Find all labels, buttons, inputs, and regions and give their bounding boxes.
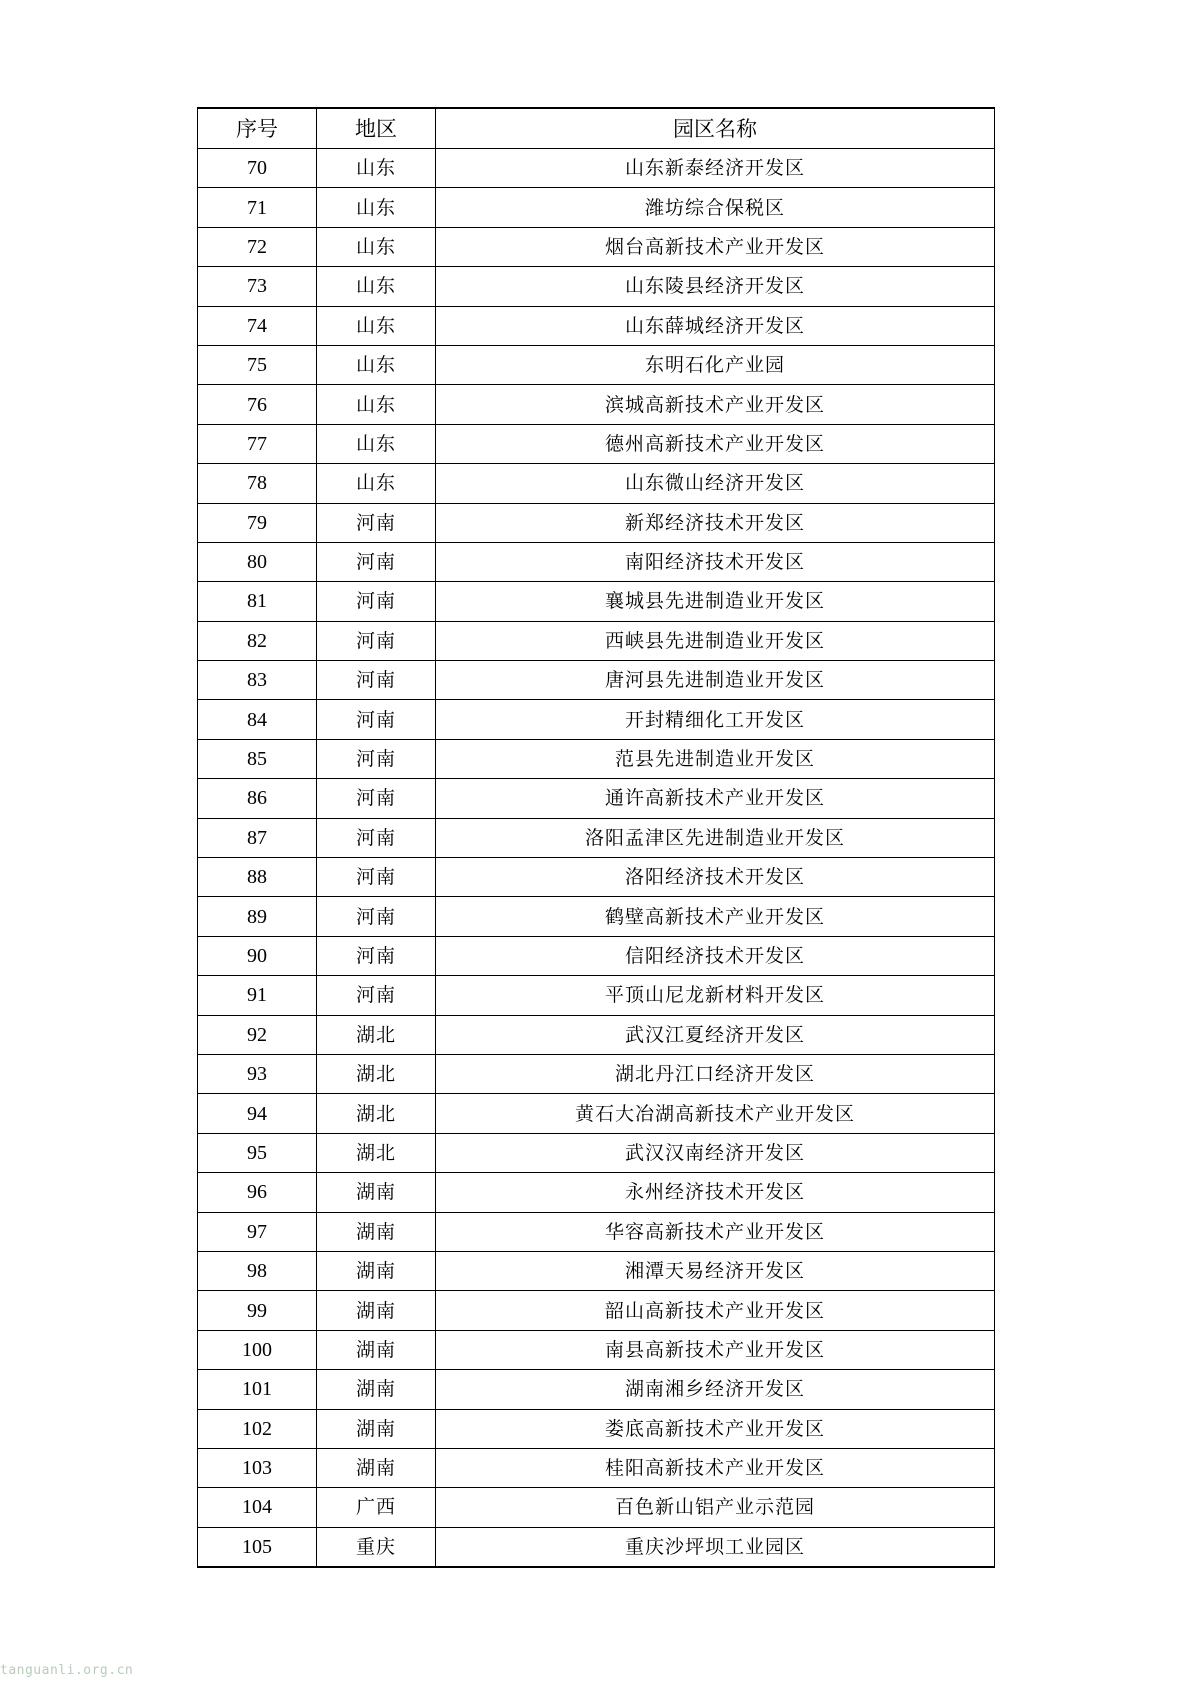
cell-serial-number: 102 [198, 1409, 317, 1448]
cell-region: 湖南 [317, 1251, 436, 1290]
cell-park-name: 鹤壁高新技术产业开发区 [436, 897, 995, 936]
cell-serial-number: 73 [198, 267, 317, 306]
cell-serial-number: 85 [198, 739, 317, 778]
cell-region: 湖北 [317, 1054, 436, 1093]
cell-park-name: 武汉江夏经济开发区 [436, 1015, 995, 1054]
cell-park-name: 娄底高新技术产业开发区 [436, 1409, 995, 1448]
cell-serial-number: 105 [198, 1527, 317, 1567]
cell-region: 湖北 [317, 1133, 436, 1172]
cell-serial-number: 90 [198, 936, 317, 975]
table-row [198, 818, 995, 857]
cell-serial-number: 79 [198, 503, 317, 542]
cell-serial-number: 77 [198, 424, 317, 463]
cell-park-name: 韶山高新技术产业开发区 [436, 1291, 995, 1330]
table-row [198, 700, 995, 739]
header-region: 地区 [317, 108, 436, 149]
table-row [198, 1409, 995, 1448]
table-row [198, 936, 995, 975]
cell-serial-number: 75 [198, 345, 317, 384]
table-row [198, 306, 995, 345]
cell-region: 湖南 [317, 1448, 436, 1487]
cell-region: 河南 [317, 503, 436, 542]
cell-region: 湖北 [317, 1094, 436, 1133]
table-row [198, 1015, 995, 1054]
table-row [198, 1448, 995, 1487]
cell-serial-number: 91 [198, 976, 317, 1015]
header-park-name: 园区名称 [436, 108, 995, 149]
table-row [198, 424, 995, 463]
cell-region: 河南 [317, 976, 436, 1015]
cell-serial-number: 97 [198, 1212, 317, 1251]
cell-park-name: 通许高新技术产业开发区 [436, 779, 995, 818]
cell-park-name: 湘潭天易经济开发区 [436, 1251, 995, 1290]
cell-serial-number: 95 [198, 1133, 317, 1172]
table-row [198, 858, 995, 897]
cell-serial-number: 82 [198, 621, 317, 660]
cell-serial-number: 86 [198, 779, 317, 818]
table-row [198, 621, 995, 660]
cell-park-name: 山东新泰经济开发区 [436, 149, 995, 188]
cell-region: 湖南 [317, 1173, 436, 1212]
cell-serial-number: 99 [198, 1291, 317, 1330]
cell-serial-number: 96 [198, 1173, 317, 1212]
cell-park-name: 滨城高新技术产业开发区 [436, 385, 995, 424]
cell-park-name: 湖南湘乡经济开发区 [436, 1370, 995, 1409]
cell-region: 山东 [317, 227, 436, 266]
table-row [198, 188, 995, 227]
table-row [198, 1133, 995, 1172]
table-row [198, 385, 995, 424]
table-row [198, 779, 995, 818]
cell-serial-number: 89 [198, 897, 317, 936]
cell-region: 山东 [317, 267, 436, 306]
cell-park-name: 洛阳孟津区先进制造业开发区 [436, 818, 995, 857]
cell-park-name: 开封精细化工开发区 [436, 700, 995, 739]
header-serial-number: 序号 [198, 108, 317, 149]
cell-serial-number: 103 [198, 1448, 317, 1487]
table-row [198, 582, 995, 621]
table-row [198, 1212, 995, 1251]
cell-park-name: 山东微山经济开发区 [436, 464, 995, 503]
cell-region: 河南 [317, 542, 436, 581]
industrial-park-table [197, 107, 995, 1568]
table-row [198, 1094, 995, 1133]
cell-park-name: 西峡县先进制造业开发区 [436, 621, 995, 660]
table-row [198, 503, 995, 542]
table-row [198, 1291, 995, 1330]
cell-park-name: 桂阳高新技术产业开发区 [436, 1448, 995, 1487]
cell-region: 湖南 [317, 1409, 436, 1448]
cell-serial-number: 71 [198, 188, 317, 227]
cell-park-name: 襄城县先进制造业开发区 [436, 582, 995, 621]
table-row [198, 1370, 995, 1409]
cell-serial-number: 92 [198, 1015, 317, 1054]
table-row [198, 464, 995, 503]
table-row [198, 1054, 995, 1093]
cell-region: 重庆 [317, 1527, 436, 1567]
cell-serial-number: 81 [198, 582, 317, 621]
cell-park-name: 武汉汉南经济开发区 [436, 1133, 995, 1172]
cell-serial-number: 98 [198, 1251, 317, 1290]
cell-serial-number: 80 [198, 542, 317, 581]
cell-park-name: 百色新山铝产业示范园 [436, 1488, 995, 1527]
table-row [198, 1173, 995, 1212]
table-row [198, 267, 995, 306]
cell-region: 山东 [317, 424, 436, 463]
cell-serial-number: 88 [198, 858, 317, 897]
cell-region: 湖北 [317, 1015, 436, 1054]
table-row [198, 345, 995, 384]
cell-region: 山东 [317, 149, 436, 188]
table-header-row [198, 108, 995, 149]
table-row [198, 1488, 995, 1527]
table-row [198, 227, 995, 266]
cell-park-name: 华容高新技术产业开发区 [436, 1212, 995, 1251]
cell-region: 河南 [317, 661, 436, 700]
cell-serial-number: 87 [198, 818, 317, 857]
cell-park-name: 洛阳经济技术开发区 [436, 858, 995, 897]
cell-serial-number: 76 [198, 385, 317, 424]
cell-region: 河南 [317, 700, 436, 739]
cell-park-name: 烟台高新技术产业开发区 [436, 227, 995, 266]
cell-region: 湖南 [317, 1370, 436, 1409]
cell-region: 河南 [317, 621, 436, 660]
watermark-text: tanguanli.org.cn [0, 1663, 134, 1678]
cell-park-name: 唐河县先进制造业开发区 [436, 661, 995, 700]
cell-park-name: 重庆沙坪坝工业园区 [436, 1527, 995, 1567]
cell-serial-number: 104 [198, 1488, 317, 1527]
cell-region: 广西 [317, 1488, 436, 1527]
cell-serial-number: 78 [198, 464, 317, 503]
table-row [198, 897, 995, 936]
cell-park-name: 新郑经济技术开发区 [436, 503, 995, 542]
cell-park-name: 永州经济技术开发区 [436, 1173, 995, 1212]
table-row [198, 739, 995, 778]
cell-region: 山东 [317, 306, 436, 345]
cell-region: 山东 [317, 345, 436, 384]
table-row [198, 1330, 995, 1369]
cell-park-name: 东明石化产业园 [436, 345, 995, 384]
cell-region: 河南 [317, 936, 436, 975]
cell-region: 河南 [317, 739, 436, 778]
cell-park-name: 潍坊综合保税区 [436, 188, 995, 227]
cell-region: 湖南 [317, 1330, 436, 1369]
cell-region: 山东 [317, 188, 436, 227]
cell-serial-number: 70 [198, 149, 317, 188]
cell-park-name: 平顶山尼龙新材料开发区 [436, 976, 995, 1015]
cell-park-name: 信阳经济技术开发区 [436, 936, 995, 975]
cell-serial-number: 72 [198, 227, 317, 266]
table-row [198, 149, 995, 188]
cell-region: 山东 [317, 464, 436, 503]
cell-serial-number: 84 [198, 700, 317, 739]
cell-serial-number: 74 [198, 306, 317, 345]
cell-serial-number: 101 [198, 1370, 317, 1409]
table-row [198, 1251, 995, 1290]
cell-region: 山东 [317, 385, 436, 424]
cell-region: 湖南 [317, 1291, 436, 1330]
cell-region: 河南 [317, 858, 436, 897]
cell-serial-number: 93 [198, 1054, 317, 1093]
cell-park-name: 德州高新技术产业开发区 [436, 424, 995, 463]
cell-park-name: 山东陵县经济开发区 [436, 267, 995, 306]
cell-park-name: 湖北丹江口经济开发区 [436, 1054, 995, 1093]
cell-serial-number: 94 [198, 1094, 317, 1133]
table-body [198, 149, 995, 1568]
table-row [198, 976, 995, 1015]
cell-park-name: 南阳经济技术开发区 [436, 542, 995, 581]
cell-park-name: 南县高新技术产业开发区 [436, 1330, 995, 1369]
cell-serial-number: 100 [198, 1330, 317, 1369]
cell-park-name: 山东薛城经济开发区 [436, 306, 995, 345]
cell-park-name: 范县先进制造业开发区 [436, 739, 995, 778]
cell-region: 河南 [317, 897, 436, 936]
cell-region: 湖南 [317, 1212, 436, 1251]
table-row [198, 1527, 995, 1567]
cell-region: 河南 [317, 818, 436, 857]
cell-park-name: 黄石大冶湖高新技术产业开发区 [436, 1094, 995, 1133]
table-row [198, 661, 995, 700]
cell-region: 河南 [317, 779, 436, 818]
table-row [198, 542, 995, 581]
cell-serial-number: 83 [198, 661, 317, 700]
cell-region: 河南 [317, 582, 436, 621]
